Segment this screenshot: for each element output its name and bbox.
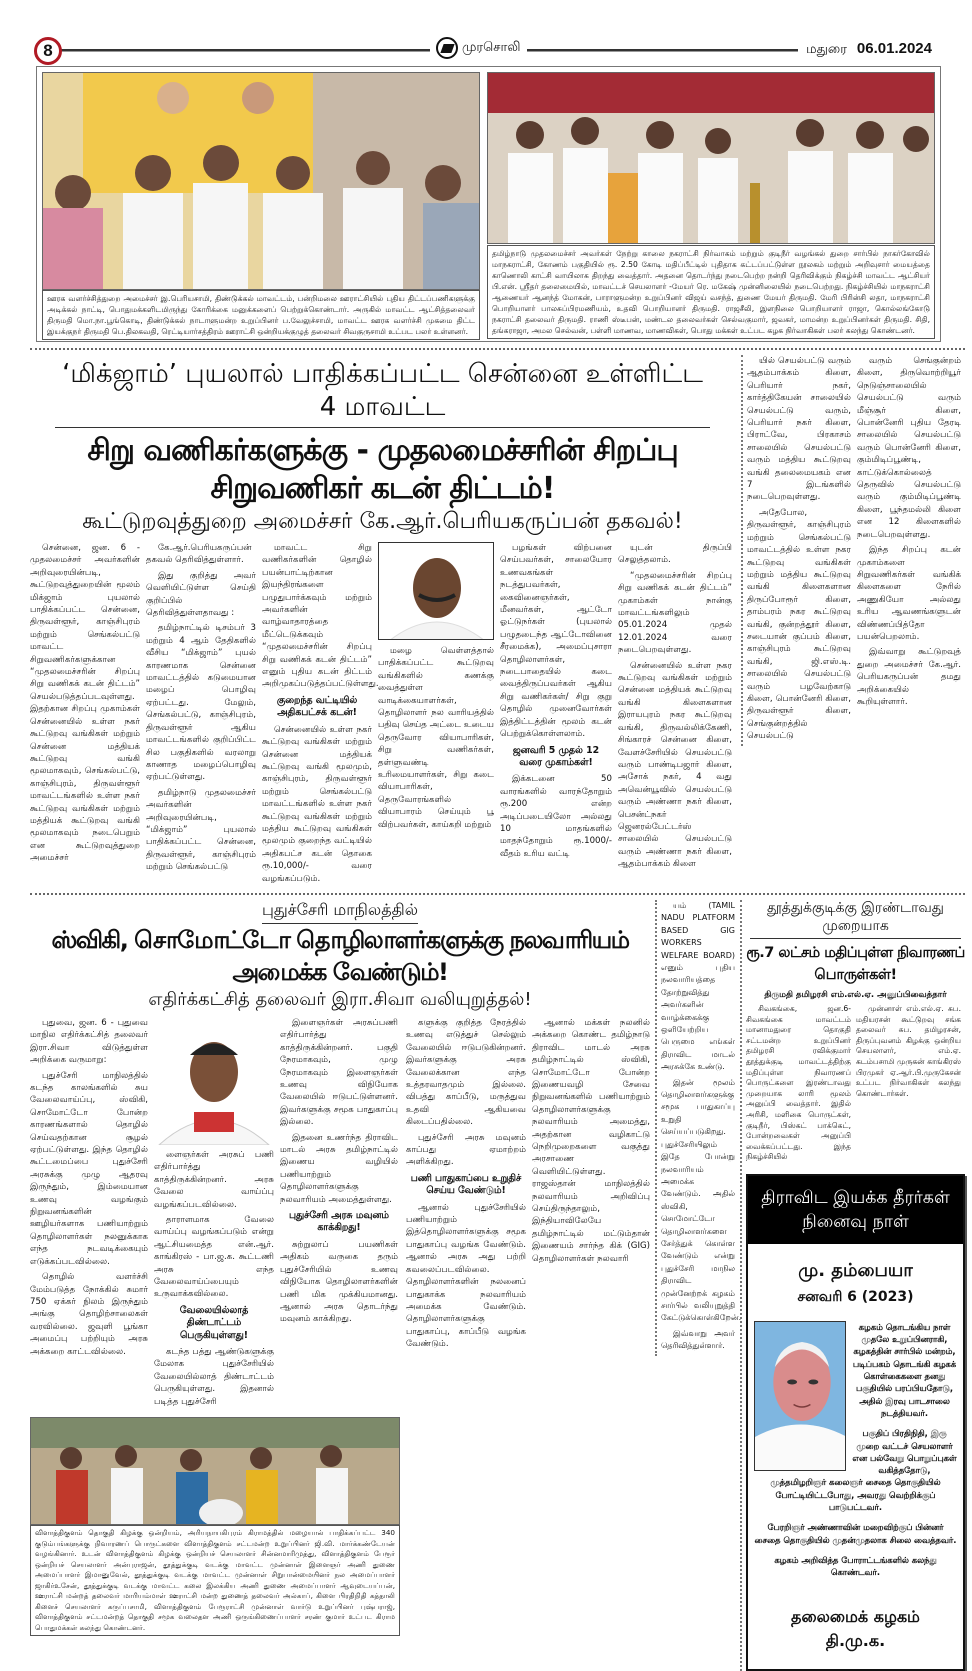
paragraph: ஆனால் மக்கள் நலனில் அக்கறை கொண்ட தமிழ்நாடு திராவிட மாடல் அரசு தமிழ்நாட்டில் ஸ்விகி, சொமோட்டோ போன்ற இணையவழி சேவை நிறுவனங்களில் பணியாற்றும் தொழிலாளர்களுக்கு நலவாரியம் அமைத்து, அதற்கான வழிகாட்டு நெறிமுறைகளை வகுத்து அரசாணை வெளியிட்டுள்ளது. ராஜஸ்தான் மாநிலத்தில் நலவாரியம் அறிவிப்பு செய்திருந்தாலும், இந்தியாவிலேயே தமிழ்நாட்டில் மட்டும்தான் இணையம் சார்ந்த கிக் (GIG) தொழிலாளர்கள் நலவாரி [532, 1017, 650, 1264]
memorial-notice [746, 1174, 965, 1671]
memorial-footer-line: தலைமைக் கழகம் [791, 1606, 920, 1626]
photo-image [755, 1322, 846, 1471]
paragraph: சென்னையில் உள்ள நகர கூட்டுறவு வங்கிகள் மற்றும் சென்னை மத்தியக் கூட்டுறவு வங்கி கிளைகளான இராயபுரம் நகர கூட்டுறவு வங்கி, திருவல்லிக்கேணி, சிங்காரச் சென்னை கிளை, வேளச்சேரியில் செயல்பட்டு வரும் பாண்டிபஜார் கிளை, அசோக் நகர், 4 வது அவென்யூவில் செயல்பட்டு வரும் அண்ணா நகர் கிளை, பெசன்ட்நகர் ஜெனரல்பேட்டர்ஸ் சாலையில் செயல்பட்டு வரும் அண்ணா நகர் கிளை, ஆதம்பாக்கம் கிளை [618, 660, 732, 870]
story2-column [655, 900, 742, 1356]
subheading: குறைந்த வட்டியில் அதிகபட்சக் கடன்! [276, 694, 358, 719]
lower-section [30, 900, 965, 1671]
paragraph: கடந்த பத்து ஆண்டுகளுக்கு மேலாக புதுச்சேரியில் வேலையில்லாத் திண்டாட்டம் பெருகியுள்ளது. இதனால் படித்த புதுச்சேரி [154, 1347, 274, 1407]
subheading: பணி பாதுகாப்பை உறுதிச் செய்ய வேண்டும்! [410, 1172, 522, 1197]
paragraph: பகுதிப் பிரதிநிதி, இரு முறை வட்டச் செயலாளர் என பல்வேறு பொறுப்புகள் வகித்ததோடு, முத்தமிழறிஞர் கலைஞர் சைதை தொகுதியில் போட்டியிட்டபோது, அவரது வெற்றிக்குப் பாடுபட்டவர். [770, 1428, 957, 1513]
news-body [30, 343, 965, 1671]
story1-kicker: ‘மிக்ஜாம்’ புயலால் பாதிக்கப்பட்ட சென்னை உள்ளிட்ட 4 மாவட்ட [55, 359, 710, 428]
section-divider [30, 348, 965, 350]
paragraph: இவ்வாறு கூட்டுறவுத் துறை அமைச்சர் கே.ஆர். பெரியகருப்பன் தமது அறிக்கையில் கூறியுள்ளார். [857, 647, 961, 707]
photo-caption-left: ஊரக வளர்ச்சித்துறை அமைச்சர் இ.பெரியசாமி, திண்டுக்கல் மாவட்டம், பன்றிமலை ஊராட்சியில் புதிய திட்டப்பணிகளுக்கு அடிக்கல் நாட்டி, பொதுமக்களிடமிருந்து கோரிக்கை மனுக்களைப் பெற்றுக்கொண்டார். அருகில் மாவட்ட ஆட்சித்தலைவர் திருமதி மொ.நா.பூங்கொடி, திண்டுக்கல் நாடாளுமன்ற உறுப்பினர் ப.வேலுச்சாமி, மாவட்ட ஊரக வளர்ச்சி முகமை திட்ட இயக்குநர் திருமதி பெ.திலகவதி, ரெட்டியார்சத்திரம் ஊராட்சி ஒன்றியக்குழுத் தலைவர் சிவகுருசாமி உட்பட பலர் உள்ளனர். [42, 290, 480, 340]
paragraph: தமிழ்நாடு முதலமைச்சர் அவர்களின் அறிவுரையின்படி, “மிக்ஜாம்” புயலால் பாதிக்கப்பட்ட சென்னை, திருவள்ளூர், காஞ்சிபுரம் மற்றும் செங்கல்பட்டு [146, 787, 256, 873]
paragraph: யம் (TAMIL NADU PLATFORM BASED GIG WORKERS WELFARE BOARD) எனும் புதிய நலவாரியத்தை தோற்றுவித்து அவர்களின் வாழ்க்கைக்கு ஒளியேற்றிய பெருமை எங்கள் திராவிட மாடல் அரசுக்கே உண்டு. [661, 900, 735, 1072]
paragraph: மாவட்ட சிறு வணிகர்களின் தொழில் பயன்பாட்டிற்கான இயந்திரங்களை பழுதுபார்க்கவும் மற்றும் அவர்களின் வாழ்வாதாரத்தை மீட்டெடுக்கவும் “முதலமைச்சரின் சிறப்பு சிறு வணிகக் கடன் திட்டம்” எனும் புதிய கடன் திட்டம் அறிமுகப்படுத்தப்பட்டுள்ளது. [262, 543, 379, 690]
story1 [30, 355, 965, 888]
photo-image [43, 73, 480, 290]
paragraph: பழங்கள் விற்பனை செய்பவர்கள், சாலையோர உணவகங்கள் நடத்துபவர்கள், கைவினைஞர்கள், மீனவர்கள், ஆட்டோ ஓட்டுநர்கள் (புயலால் பழுதடைந்த ஆட்டோவினை சீரமைக்க), அமைப்புசாரா தொழிலாளர்கள், நடைபாதையில் கடை வைத்திருப்பவர்கள் ஆகிய சிறு வணிகர்கள்/ சிறு குறு தொழில் முனைவோர்கள் இத்திட்டத்தின் மூலம் கடன் பெற்றுக்கொள்ளலாம். [500, 543, 612, 740]
paragraph: புதுவை, ஜன. 6 - புதுவை மாநில எதிர்க்கட்சித் தலைவர் இரா.சிவா விடுத்துள்ள அறிக்கை வருமாறு: [30, 1017, 148, 1066]
story1-subhead: கூட்டுறவுத்துறை அமைச்சர் கே.ஆர்.பெரியகருப்பன் தகவல்! [82, 509, 683, 534]
story3-column [856, 1004, 961, 1102]
story2-column [406, 1017, 526, 1354]
paragraph: இளைஞர்கள் அரசுப்பணி எதிர்பார்த்து காத்திருக்கின்றனர். பகுதி நேரமாகவும், முழு நேரமாகவும் இளைஞர்கள் உணவு விநியோக வேலையில் ஈடுபட்டுள்ளனர். இவர்களுக்கு சமூக பாதுகாப்பு இல்லை. [280, 1017, 398, 1128]
paragraph: சென்னை, ஜன. 6 - முதலமைச்சர் அவர்களின் அறிவுரையின்படி, கூட்டுறவுத்துறையின் மூலம் மிக்ஜாம் புயலால் பாதிக்கப்பட்ட சென்னை, திருவள்ளூர், காஞ்சிபுரம் மற்றும் செங்கல்பட்டு மாவட்ட சிறுவணிகர்களுக்கான “முதலமைச்சரின் சிறப்பு சிறு வணிகக் கடன் திட்டம்” செயல்படுத்தப்படவுள்ளது. இதற்கான சிறப்பு முகாம்கள் சென்னையில் உள்ள நகர் கூட்டுறவு வங்கிகள் மற்றும் சென்னை மத்தியக் கூட்டுறவு வங்கி மூலமாகவும், செங்கல்பட்டு, காஞ்சிபுரம், திருவள்ளூர் மாவட்டங்களில் உள்ள நகர் கூட்டுறவு வங்கிகள் மற்றும் மத்தியக் கூட்டுறவு வங்கி மூலமாகவும் நடைபெறும் என கூட்டுறவுத்துறை அமைச்சர் [30, 543, 140, 864]
paragraph: சுற்றுலாப் பயணிகள் அதிகம் வருகை தரும் புதுச்சேரியில் உணவு விநியோக தொழிலாளர்களின் பணி மிக முக்கியமானது. ஆனால் அரசு தொடர்ந்து மவுனம் காக்கிறது. [280, 1239, 398, 1325]
story2-photo-column [154, 1017, 274, 1411]
story2-column [532, 1017, 650, 1268]
subheading: புதுச்சேரி அரசு மவுனம் காக்கிறது! [289, 1210, 389, 1234]
story1-columns [30, 542, 735, 888]
story1-column [30, 542, 140, 868]
paragraph: கழகம் அறிவித்த போராட்டங்களில் கலந்து கொண்டவர். [774, 1554, 937, 1578]
story2 [30, 900, 650, 1636]
paragraph: யில் செயல்பட்டு வரும் ஆதம்பாக்கம் கிளை, பெரியார் நகர், கார்த்திகேயன் சாலையில் செயல்பட்டு வரும், பெரியார் நகர் கிளை, பிராட்வே, பிரகாசம் சாலையில் செயல்பட்டு வரும் மத்திய கூட்டுறவு வங்கி தலைமையகம் என 7 இடங்களில் நடைபெறவுள்ளது. [747, 356, 851, 503]
paragraph: ஆனால் புதுச்சேரியில் பணியாற்றும் இத்தொழிலாளர்களுக்கு சமூக பாதுகாப்பு வழங்க வேண்டும். ஆனால் அரசு அது பற்றி கவலைப்படவில்லை. தொழிலாளர்களின் நலனைப் பாதுகாக்க நலவாரியம் அமைக்க வேண்டும். தொழிலாளர்களுக்கு பாதுகாப்பு, காப்பீடு வழங்க வேண்டும். [406, 1202, 526, 1350]
story3-headline: ரூ.7 லட்சம் மதிப்புள்ள நிவாரணப் பொருள்கள்! [746, 944, 965, 983]
memorial-footer-line: தி.மு.க. [825, 1630, 886, 1650]
paper-name: முரசொலி [462, 40, 521, 55]
photo-minister-event [42, 72, 480, 290]
photo-image [379, 543, 494, 640]
photo-caption-right: தமிழ்நாடு முதலமைச்சர் அவர்கள் நேற்று காலை நகராட்சி நிர்வாகம் மற்றும் குடிநீர் வழங்கல் துறை சார்பில் நாகர்கோவில் மாநகராட்சி, கோணம் பகுதியில் ரூ. 2.50 கோடி மதிப்பீட்டில் புதிதாக கட்டப்பட்டுள்ள நூலகம் மற்றும் அறிவுசார் மையத்தை காணொலி காட்சி வாயிலாக திறந்து வைத்தார். அதனை தொடர்ந்து நடைபெற்ற நன்றி தெரிவிக்கும் நிகழ்ச்சி மாவட்ட ஆட்சியர் பி.என். ஸ்ரீதர் தலைமையில், மாவட்டச் செயலாளர் -மேயர் ரெ. மகேஷ் முன்னிலையில் நடைபெற்றது. நிகழ்ச்சியில் மாநகராட்சி ஆணையர் ஆனந்த் மோகன், பாராளுமன்ற உறுப்பினர் விஜய் வசந்த், துணை மேயர் திருமதி. மேரி பிரின்சி லதா, மாநகராட்சி பொறியாளர் பாலசுப்பிரமணியம், உதவி பொறியாளர் திருமதி. ராஜசீலி, இளநிலை பொறியாளர் ராஜா, கொல்லங்கோடு நகராட்சி தலைவர் திருமதி. ராணி ஸ்டீபன், மண்டல தலைவர்கள் செல்வகுமார், ஜவகர், மாமன்ற உறுப்பினர்கள் திருமதி. சிதி, தங்கராஜா, அமல செல்வன், பள்ளி மாணவ, மாணவிகள், பொது மக்கள் உட்பட கழக நிர்வாகிகள் பலர் கலந்து கொண்டனர். [487, 245, 935, 339]
memorial-banner: திராவிட இயக்க தீரர்கள் நினைவு நாள் [748, 1176, 963, 1244]
paragraph: யுடன் திருப்பி செலுத்தலாம். [618, 543, 732, 566]
paragraph: புதுச்சேரி மாநிலத்தில் கடந்த காலங்களில் சுய வேலைவாய்ப்பு, ஸ்விகி, சொமோட்டோ போன்ற காரணங்களால் தொழில் செய்வதற்கான சூழல் ஏற்பட்டுள்ளது. இந்த தொழில் கூட்டமைப்பை புதுச்சேரி அரசுக்கு முழு ஆதரவு இருந்தும், இம்மையான உணவு வழங்கும் நிறுவனங்களின் ஊழியர்களாக பணியாற்றும் தொழிலாளர்கள் நலனுக்காக எந்த நடவடிக்கையும் எடுக்கப்படவில்லை. [30, 1070, 148, 1267]
story1-column [262, 542, 379, 888]
masthead-logo [430, 37, 527, 59]
paragraph: இதன் மூலம் தொழிலாளர்களுக்கு சமூக பாதுகாப்பு உறுதி செய்யப்படுகிறது. புதுச்சேரியிலும் இதே போன்று நலவாரியம் அமைக்க வேண்டும். அதில் ஸ்விகி, சொமோட்டோ தொழிலாளர்களை சேர்த்துக் கொள்ள வேண்டும் என்று புதுச்சேரி மாநில திராவிட முன்னேற்றக் கழகம் சார்பில் வலியுறுத்தி கேட்டுக்கொள்கிறேன். [661, 1077, 742, 1323]
photo-image [31, 1418, 400, 1525]
paragraph: தொழில் வளர்ச்சி மேம்படுத்த நோக்கில் சுமார் 750 ஏக்கர் நிலம் இருந்தும் அங்கு தொழிற்சாலைகள் வரவில்லை. ஜவுளி பூங்கா அமைப்பு பற்றியும் அரசு அக்கறை காட்டவில்லை. [30, 1272, 148, 1357]
story2-kicker: புதுச்சேரி மாநிலத்தில் [262, 900, 418, 924]
story2-column [154, 1149, 274, 1408]
paragraph: கழகம் தொடங்கிய நாள் முதலே உறுப்பினராகி, கழகத்தின் சார்பில் மன்றம், படிப்பகம் தொடங்கி கழகக் கொள்கைகளை தனது பகுதியில் பரப்பியதோடு, அதில் இரவு பாடசாலை நடத்தியவர். [852, 1321, 957, 1418]
story1-column [500, 542, 612, 863]
story2-left-block [30, 1017, 400, 1636]
story2-headline: ஸ்விகி, சொமோட்டோ தொழிலாளர்களுக்கு நலவாரியம் அமைக்க வேண்டும்! [51, 925, 629, 986]
paragraph: கே.ஆர்.பெரியகருப்பன் தகவல் தெரிவித்துள்ளார். [146, 543, 252, 566]
rising-sun-logo-icon [436, 37, 458, 59]
paragraph: தாராளமாக வேலை வாய்ப்பு வழங்கப்படும் என்று ஆட்சியமைத்த என்.ஆர். காங்கிரஸ் - பா.ஜ.க. கூட்டணி அரசு எந்த வேலைவாய்ப்பையும் உருவாக்கவில்லை. [154, 1215, 274, 1300]
story1-column [618, 542, 732, 874]
page-number: 8 [34, 37, 62, 65]
minister-portrait-photo [378, 542, 494, 640]
photo-caption-bottom: விளாத்திகுளம் தொகுதி கிழக்கு ஒன்றியம், அரியநாயகிபுரம் கிராமத்தில் மழையால் பாதிக்கப்பட்ட 340 குடும்பங்களுக்கு நிவாரணப் பொருட்களை விளாத்திகுளம் சட்டமன்ற உறுப்பினர் ஜி.வி. மார்க்கண்டேயன் வழங்கினார். உடன் விளாத்திகுளம் கிழக்கு ஒன்றியச் செயலாளர் சின்னமாரிமுத்து, விளாத்திகுளம் பேரூர் ஒன்றியச் செயலாளர் அன்புராஜன், தூத்துக்குடி வடக்கு மாவட்ட முன்னாள் இளைஞர் அணி துணை அமைப்பாளர் இமானுவேல், தூத்துக்குடி வடக்கு மாவட்ட முன்னாள் சிறுபான்மையினர் நல அமைப்பாளர் ஜாகிர்உசேன், தூத்துக்குடி வடக்கு மாவட்ட கலை இலக்கிய அணி துணை அமைப்பாளர் ஆவுடையப்பன், ஊராட்சி மன்றத் தலைவர் மாரியம்மாள் ஊராட்சி மன்ற துணைத் தலைவர் அல்காப், கிளை பிரதிநிதி கத்தாலி கிளைச் செயலாளர் கருப்பசாமி, விளாத்திகுளம் பேரூராட்சி முன்னாள் வார்டு உறுப்பினர் புஷ்பராஜ், விளாத்திகுளம் சட்டமன்றத் தொகுதி சமூக வலைதள அணி ஒருங்கிணைப்பாளர் சரண் குமார் உட்பட கிராம பொதுமக்கள் கலந்து கொண்டனர். [30, 1525, 400, 1636]
paragraph: புதுச்சேரி அரசு மவுனம் காப்பது ஏமாற்றம் அளிக்கிறது. [406, 1132, 526, 1168]
paragraph: அதேபோல, திருவள்ளூர், காஞ்சிபுரம் மற்றும் செங்கல்பட்டு மாவட்டத்தில் உள்ள நகர கூட்டுறவு வங்கிகள் மற்றும் மத்திய கூட்டுறவு வங்கி கிளைகளான திருப்போரூர் கிளை, தாம்பரம் நகர கூட்டுறவு வங்கி, குன்றத்தூர் கிளை, சடையான் குப்பம் கிளை, காஞ்சிபுரம் கூட்டுறவு வங்கி, ஜி.எஸ்.டி. சாலையில் செயல்பட்டு வரும் பழவேற்காடு கிளை, பொன்னேரி கிளை, திருவள்ளூர் கிளை, செங்குன்றத்தில் செயல்பட்டு [747, 507, 851, 742]
paragraph: தமிழ்நாட்டில் டிசம்பர் 3 மற்றும் 4 ஆம் தேதிகளில் வீசிய “மிக்ஜாம்” புயல் காரணமாக சென்னை மாவட்டத்தில் கடுமையான மழைப் பொழிவு ஏற்பட்டது. மேலும், செங்கல்பட்டு, காஞ்சிபுரம், திருவள்ளூர் ஆகிய மாவட்டங்களில் குறிப்பிட்ட சில பகுதிகளில் வரலாறு காணாத மழைப்பொழிவு ஏற்பட்டுள்ளது. [146, 623, 256, 783]
story1-photo-column [378, 542, 494, 834]
paragraph: வரும் செங்குன்றம் கிளை, திருவொற்றியூர் நெடுஞ்சாலையில் செயல்பட்டு வரும் மீஞ்சூர் கிளை, பொன்னேரி புதிய தேரடி சாலையில் செயல்பட்டு வரும் பொன்னேரி கிளை, கும்மிடிப்பூண்டி, காட்டுக்கொல்லைத் தெருவில் செயல்பட்டு வரும் கும்மிடிப்பூண்டி கிளை, பூந்தமல்லி கிளை என 12 கிளைகளில் நடைபெறவுள்ளது. [857, 356, 961, 540]
story3-column [746, 1004, 851, 1166]
memorial-name: மு. தம்பையா [798, 1259, 913, 1281]
paragraph: இந்த சிறப்பு கடன் முகாம்களை சிறுவணிகர்கள் வங்கிக் கிளைகளை நேரில் அணுகியோ அல்லது உரிய ஆவணங்களுடன் விண்ணப்பித்தோ பயன்பெறலாம். [857, 545, 961, 642]
story2-left-columns [30, 1017, 400, 1411]
story1-main [30, 355, 735, 888]
paragraph: சென்னையில் உள்ள நகர் கூட்டுறவு வங்கிகள் மற்றும் சென்னை மத்தியக் கூட்டுறவு வங்கி மூலமும், காஞ்சிபுரம், திருவள்ளூர் மற்றும் செங்கல்பட்டு மாவட்டங்களில் உள்ள நகர் கூட்டுறவு வங்கிகள் மற்றும் மத்திய கூட்டுறவு வங்கிகள் மூலமும் குறைந்த வட்டியில் அதிகபட்ச கடன் தொகை ரூ.10,000/- வரை வழங்கப்படும். [262, 724, 372, 884]
story2-column [280, 1017, 398, 1329]
story1-continued [741, 355, 961, 746]
photo-image [154, 1017, 274, 1145]
memorial-date: சனவரி 6 (2023) [797, 1288, 914, 1305]
subheading: வேலையில்லாத் திண்டாட்டம் பெருகியுள்ளது! [179, 1304, 249, 1341]
story1-headline: சிறு வணிகர்களுக்கு - முதலமைச்சரின் சிறப்பு சிறுவணிகர் கடன் திட்டம்! [87, 433, 678, 506]
section-divider [30, 893, 965, 895]
paragraph: பேரறிஞர் அண்ணாவின் மறைவிற்குப் பின்னர் சைதை தொகுதியில் முதன்முதலாக சிலை வைத்தவர். [754, 1522, 957, 1545]
story3-columns [746, 1004, 965, 1166]
paragraph: இக்கடனை 50 வாரங்களில் வாரந்தோறும் ரூ.200 என்ற அடிப்படையிலோ அல்லது 10 மாதங்களில் மாதந்தோறும் ரூ.1000/- வீதம் உரிய வட்டி [500, 774, 612, 859]
paragraph: மழை வெள்ளத்தால் பாதிக்கப்பட்ட கூட்டுறவு வங்கிகளில் கணக்கு வைத்துள்ள வாடிக்கையாளர்கள், தொழிலாளர் நல வாரியத்தில் பதிவு செய்த அட்டை உடைய தெருவோர வியாபாரிகள், சிறு வணிகர்கள், தள்ளுவண்டி உரிமையாளர்கள், சிறு கடை வியாபாரிகள், தெருவோரங்களில் வியாபாரம் செய்யும் பூ விற்பவர்கள், காய்கறி மற்றும் [378, 646, 494, 830]
memorial-footer [748, 1587, 963, 1653]
paragraph: “முதலமைச்சரின் சிறப்பு சிறு வணிகக் கடன் திட்டம்” முகாம்கள் நான்கு மாவட்டங்களிலும் 05.01.2024 முதல் 12.01.2024 வரை நடைபெறவுள்ளது. [618, 570, 732, 656]
story1-column [747, 355, 851, 746]
paragraph: ளைஞர்கள் அரசுப் பணி எதிர்பார்த்து காத்திருக்கின்றனர். அரசு வேலை வாய்ப்பு வழங்கப்படவில்லை. [154, 1149, 274, 1210]
subheading: ஜனவரி 5 முதல் 12 வரை முகாம்கள்! [512, 744, 600, 768]
edition-city: மதுரை [806, 42, 847, 57]
paragraph: இது குறித்து அவர் வெளியிட்டுள்ள செய்தி குறிப்பில் தெரிவித்துள்ளதாவது : [146, 570, 256, 619]
story2-column [30, 1017, 148, 1361]
story1-column [146, 542, 256, 877]
memorial-body [748, 1307, 963, 1579]
story3-kicker: தூத்துக்குடிக்கு இரண்டாவது முறையாக [750, 900, 961, 939]
issue-date: 06.01.2024 [856, 40, 932, 57]
story2-subhead: எதிர்க்கட்சித் தலைவர் இரா.சிவா வலியுறுத்தல்! [148, 988, 532, 1010]
story1-column [378, 645, 494, 831]
paragraph: இவ்வாறு அவர் தெரிவித்துள்ளார். [661, 1328, 735, 1351]
photo-image [488, 73, 935, 244]
paragraph: முன்னாள் எம்.எல்.ஏ. சுப. மதியரசன் கூட்டுறவு சங்க தலைவர் சுப. தமிழரசன், திருப்புவனம் கிழக்கு ஒன்றிய செயலாளர், எம்.ஏ. கடம்பசாமி முருகன் காங்கிரஸ் பிரமுகர் ஏ.ஆர்.பி.முருகேசன் உட்பட நிர்வாகிகள் கலந்து கொண்டார்கள். [856, 1003, 961, 1098]
story2-columns [30, 1017, 650, 1636]
paragraph: இதனை உணர்ந்த திராவிட மாடல் அரசு தமிழ்நாட்டில் இணைய வழியில் பணியாற்றும் தொழிலாளர்களுக்கு நலவாரியம் அமைத்துள்ளது. [280, 1132, 398, 1205]
dateline [798, 40, 932, 58]
photo-library-inauguration [487, 72, 935, 244]
story1-column [857, 355, 961, 711]
paragraph: களுக்கு குறித்த நேரத்தில் உணவு எடுத்துச் செல்லும் வேலையில் ஈடுபடுகின்றனர். இவர்களுக்கு அரசு வேலைக்கான எந்த உத்தரவாதமும் இல்லை. விபத்து காப்பீடு, மருத்துவ உதவி ஆகியவை கிடைப்பதில்லை. [406, 1017, 526, 1128]
paragraph: சிவகங்கை, ஜன.6- சிவகங்கை மாவட்டம் மானாமதுரை தொகுதி சட்டமன்ற உறுப்பினர் தமிழரசி ரவிக்குமார் தூத்துக்குடி மாவட்டத்திற்கு மதிப்புள்ள நிவாரணப் பொருட்களை இரண்டாவது முறையாக லாரி மூலம் அனுப்பி வைத்தார். இதில் அரிசி, மளிகை பொருட்கள், குடிநீர், பிஸ்கட் பாக்கெட், போன்றவைகள் அனுப்பி வைக்கப்பட்டது. இந்த நிகழ்ச்சியில் [746, 1003, 851, 1162]
right-rail [740, 900, 965, 1671]
siva-portrait-photo [154, 1017, 274, 1145]
memorial-portrait-frame [754, 1321, 846, 1471]
relief-distribution-photo [30, 1417, 400, 1525]
story3-subhead: திருமதி தமிழரசி எம்.எல்.ஏ. அனுப்பிவைத்தார் [764, 989, 947, 1000]
